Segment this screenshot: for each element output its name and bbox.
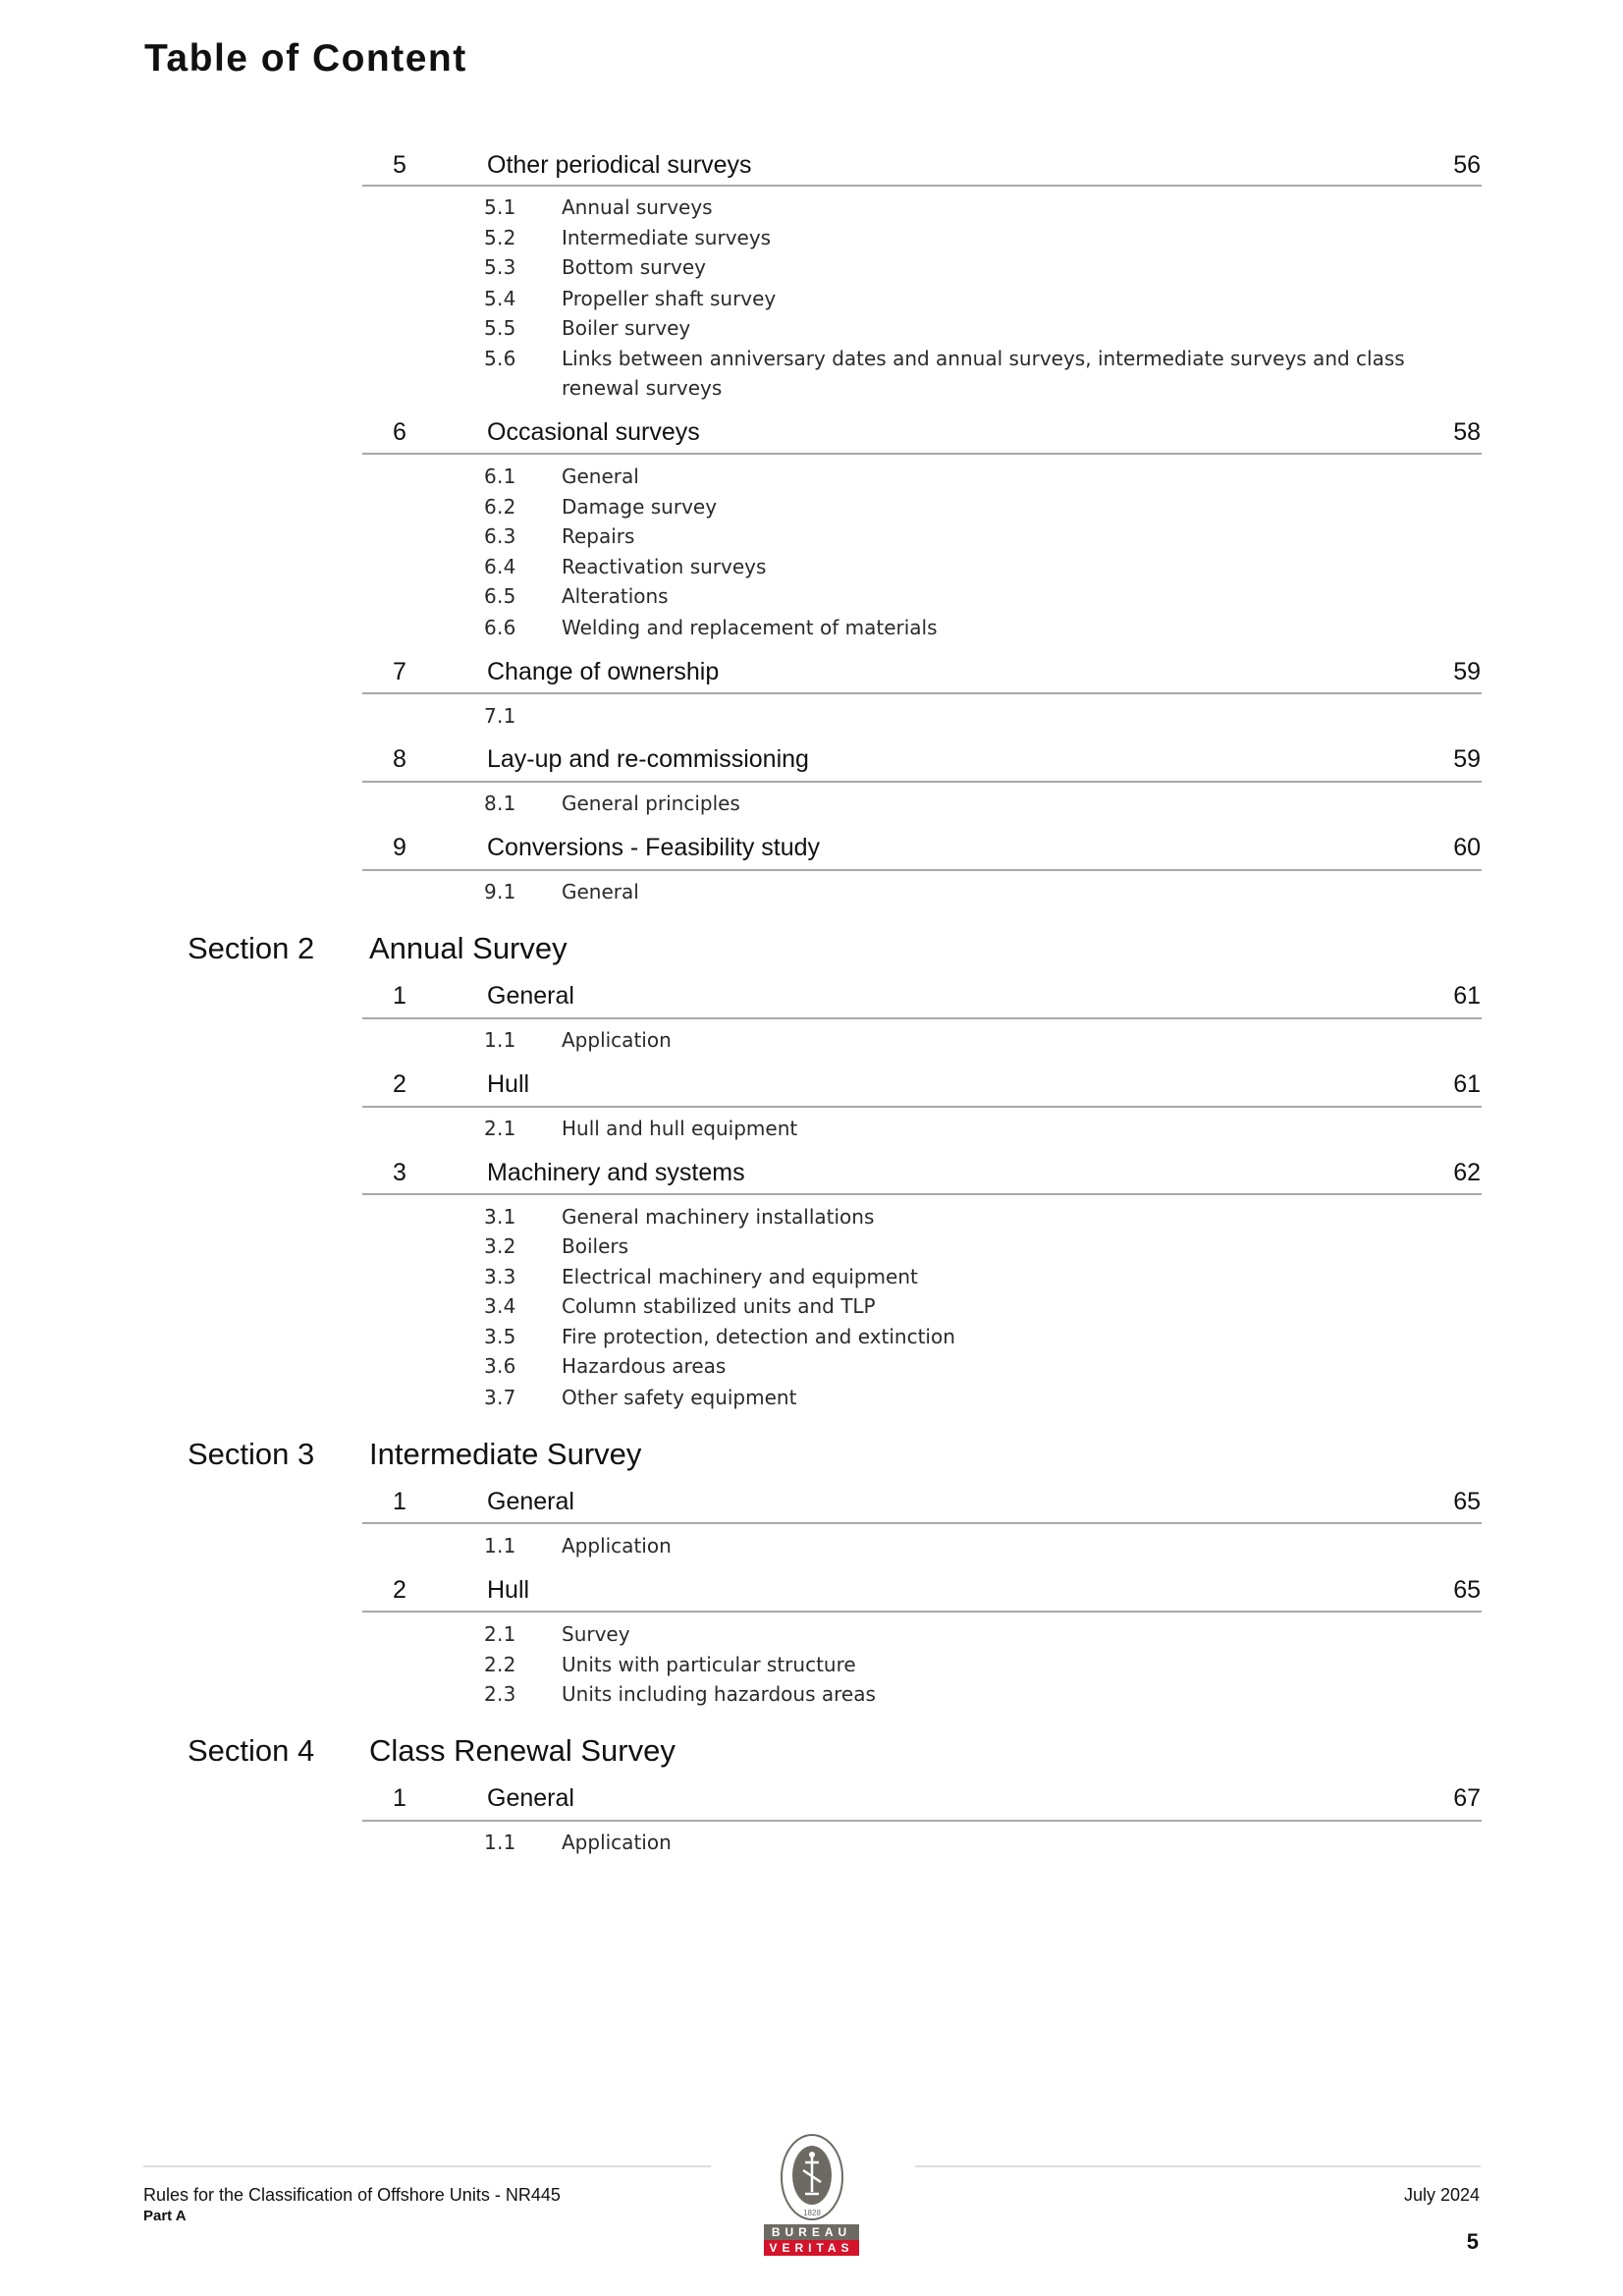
- toc-article-page[interactable]: 60: [1453, 834, 1481, 861]
- toc-subitem-title[interactable]: Application: [562, 1028, 672, 1052]
- toc-subitem-title[interactable]: Boiler survey: [562, 316, 691, 340]
- footer-divider-left: [143, 2165, 711, 2167]
- toc-subitem-title-continued[interactable]: renewal surveys: [562, 376, 723, 400]
- toc-article-number: 2: [393, 1070, 406, 1098]
- toc-subitem-number: 6.2: [484, 495, 516, 519]
- toc-article-divider: [362, 692, 1482, 694]
- toc-subitem-title[interactable]: Column stabilized units and TLP: [562, 1294, 876, 1318]
- toc-article-divider: [362, 1522, 1482, 1524]
- toc-subitem-title[interactable]: Links between anniversary dates and annual surveys, intermediate surveys and class: [562, 347, 1405, 370]
- bureau-veritas-seal-icon: [762, 2133, 862, 2223]
- logo-year: 1828: [803, 2209, 821, 2217]
- toc-subitem-title[interactable]: Reactivation surveys: [562, 555, 767, 578]
- toc-article-page[interactable]: 56: [1453, 151, 1481, 179]
- toc-subitem-title[interactable]: Hull and hull equipment: [562, 1117, 798, 1140]
- toc-subitem-title[interactable]: Damage survey: [562, 495, 718, 519]
- toc-article-number: 1: [393, 1488, 406, 1515]
- toc-subitem-number: 6.3: [484, 524, 516, 548]
- logo-bar-bureau: BUREAU: [764, 2224, 859, 2240]
- toc-article-page[interactable]: 58: [1453, 418, 1481, 446]
- toc-subitem-title[interactable]: Repairs: [562, 524, 635, 548]
- toc-article-divider: [362, 1017, 1482, 1019]
- toc-article-page[interactable]: 65: [1453, 1576, 1481, 1604]
- toc-article-page[interactable]: 61: [1453, 1070, 1481, 1098]
- toc-article-title[interactable]: Lay-up and re-commissioning: [487, 745, 809, 773]
- toc-article-divider: [362, 1820, 1482, 1822]
- toc-subitem-number: 5.4: [484, 287, 516, 310]
- toc-subitem-number: 2.2: [484, 1653, 516, 1676]
- toc-subitem-number: 6.1: [484, 465, 516, 488]
- toc-subitem-title[interactable]: Annual surveys: [562, 195, 713, 219]
- toc-subitem-number: 5.1: [484, 195, 516, 219]
- toc-article-divider: [362, 453, 1482, 455]
- toc-article-number: 9: [393, 834, 406, 861]
- toc-subitem-number: 3.3: [484, 1265, 516, 1288]
- toc-article-page[interactable]: 67: [1453, 1784, 1481, 1812]
- toc-subitem-number: 1.1: [484, 1831, 516, 1854]
- toc-subitem-number: 1.1: [484, 1534, 516, 1558]
- toc-subitem-title[interactable]: Propeller shaft survey: [562, 287, 777, 310]
- toc-article-title[interactable]: General: [487, 1488, 574, 1515]
- toc-article-divider: [362, 869, 1482, 871]
- toc-subitem-number: 3.2: [484, 1234, 516, 1258]
- toc-article-title[interactable]: Other periodical surveys: [487, 151, 752, 179]
- toc-article-title[interactable]: Machinery and systems: [487, 1159, 745, 1186]
- toc-section-label: Section 4: [188, 1733, 315, 1768]
- toc-section-label: Section 2: [188, 931, 315, 965]
- toc-subitem-number: 6.4: [484, 555, 516, 578]
- toc-article-number: 1: [393, 1784, 406, 1812]
- toc-subitem-number: 5.6: [484, 347, 516, 370]
- toc-article-title[interactable]: Occasional surveys: [487, 418, 700, 446]
- toc-article-number: 3: [393, 1159, 406, 1186]
- toc-subitem-title[interactable]: Electrical machinery and equipment: [562, 1265, 918, 1288]
- toc-article-number: 8: [393, 745, 406, 773]
- toc-article-title[interactable]: Hull: [487, 1576, 530, 1604]
- toc-subitem-number: 6.5: [484, 584, 516, 608]
- footer-divider-right: [915, 2165, 1481, 2167]
- toc-subitem-title[interactable]: Application: [562, 1831, 672, 1854]
- toc-article-page[interactable]: 59: [1453, 745, 1481, 773]
- toc-subitem-number: 9.1: [484, 880, 516, 903]
- toc-subitem-number: 2.1: [484, 1622, 516, 1646]
- toc-subitem-number: 1.1: [484, 1028, 516, 1052]
- toc-article-divider: [362, 1611, 1482, 1613]
- toc-subitem-number: 3.7: [484, 1386, 516, 1409]
- toc-subitem-title[interactable]: Units including hazardous areas: [562, 1682, 876, 1706]
- toc-subitem-number: 7.1: [484, 704, 516, 728]
- toc-article-number: 5: [393, 151, 406, 179]
- toc-subitem-title[interactable]: Survey: [562, 1622, 630, 1646]
- toc-subitem-title[interactable]: Application: [562, 1534, 672, 1558]
- toc-article-title[interactable]: Hull: [487, 1070, 530, 1098]
- footer-part: Part A: [143, 2208, 187, 2224]
- toc-subitem-number: 2.1: [484, 1117, 516, 1140]
- toc-article-page[interactable]: 65: [1453, 1488, 1481, 1515]
- toc-subitem-number: 6.6: [484, 616, 516, 639]
- toc-subitem-number: 5.3: [484, 255, 516, 279]
- toc-article-page[interactable]: 61: [1453, 982, 1481, 1010]
- toc-subitem-title[interactable]: Welding and replacement of materials: [562, 616, 938, 639]
- toc-article-number: 1: [393, 982, 406, 1010]
- page-number: 5: [1466, 2229, 1479, 2254]
- bureau-veritas-logo: [762, 2133, 862, 2257]
- toc-article-title[interactable]: Change of ownership: [487, 658, 720, 685]
- toc-section-label: Section 3: [188, 1437, 315, 1471]
- toc-subitem-number: 3.6: [484, 1354, 516, 1378]
- toc-article-divider: [362, 1193, 1482, 1195]
- footer-date: July 2024: [1403, 2185, 1480, 2205]
- toc-article-title[interactable]: Conversions - Feasibility study: [487, 834, 821, 861]
- toc-subitem-title[interactable]: Units with particular structure: [562, 1653, 856, 1676]
- toc-section-title[interactable]: Intermediate Survey: [369, 1437, 642, 1471]
- toc-subitem-title[interactable]: Alterations: [562, 584, 669, 608]
- toc-subitem-number: 3.5: [484, 1325, 516, 1348]
- toc-subitem-title[interactable]: Fire protection, detection and extinction: [562, 1325, 955, 1348]
- toc-subitem-number: 3.4: [484, 1294, 516, 1318]
- toc-subitem-title[interactable]: General principles: [562, 792, 740, 815]
- toc-subitem-title[interactable]: General: [562, 880, 639, 903]
- toc-article-divider: [362, 185, 1482, 187]
- toc-article-divider: [362, 781, 1482, 783]
- toc-subitem-number: 8.1: [484, 792, 516, 815]
- toc-subitem-title[interactable]: Intermediate surveys: [562, 226, 772, 249]
- toc-section-title[interactable]: Class Renewal Survey: [369, 1733, 676, 1768]
- toc-subitem-title[interactable]: Bottom survey: [562, 255, 707, 279]
- toc-subitem-title[interactable]: General: [562, 465, 639, 488]
- toc-subitem-number: 5.5: [484, 316, 516, 340]
- footer-document-title: Rules for the Classification of Offshore Units - NR445: [143, 2185, 561, 2205]
- page-title: Table of Content: [144, 37, 467, 80]
- toc-subitem-title[interactable]: Other safety equipment: [562, 1386, 797, 1409]
- toc-article-number: 7: [393, 658, 406, 685]
- toc-article-divider: [362, 1106, 1482, 1108]
- toc-subitem-title[interactable]: Hazardous areas: [562, 1354, 727, 1378]
- toc-article-title[interactable]: General: [487, 982, 574, 1010]
- toc-article-number: 6: [393, 418, 406, 446]
- logo-bar-veritas: VERITAS: [764, 2240, 859, 2256]
- toc-article-page[interactable]: 59: [1453, 658, 1481, 685]
- toc-article-number: 2: [393, 1576, 406, 1604]
- toc-article-page[interactable]: 62: [1453, 1159, 1481, 1186]
- toc-section-title[interactable]: Annual Survey: [369, 931, 568, 965]
- toc-subitem-title[interactable]: General machinery installations: [562, 1205, 875, 1229]
- toc-subitem-number: 2.3: [484, 1682, 516, 1706]
- toc-article-title[interactable]: General: [487, 1784, 574, 1812]
- toc-subitem-number: 3.1: [484, 1205, 516, 1229]
- toc-subitem-title[interactable]: Boilers: [562, 1234, 629, 1258]
- toc-subitem-number: 5.2: [484, 226, 516, 249]
